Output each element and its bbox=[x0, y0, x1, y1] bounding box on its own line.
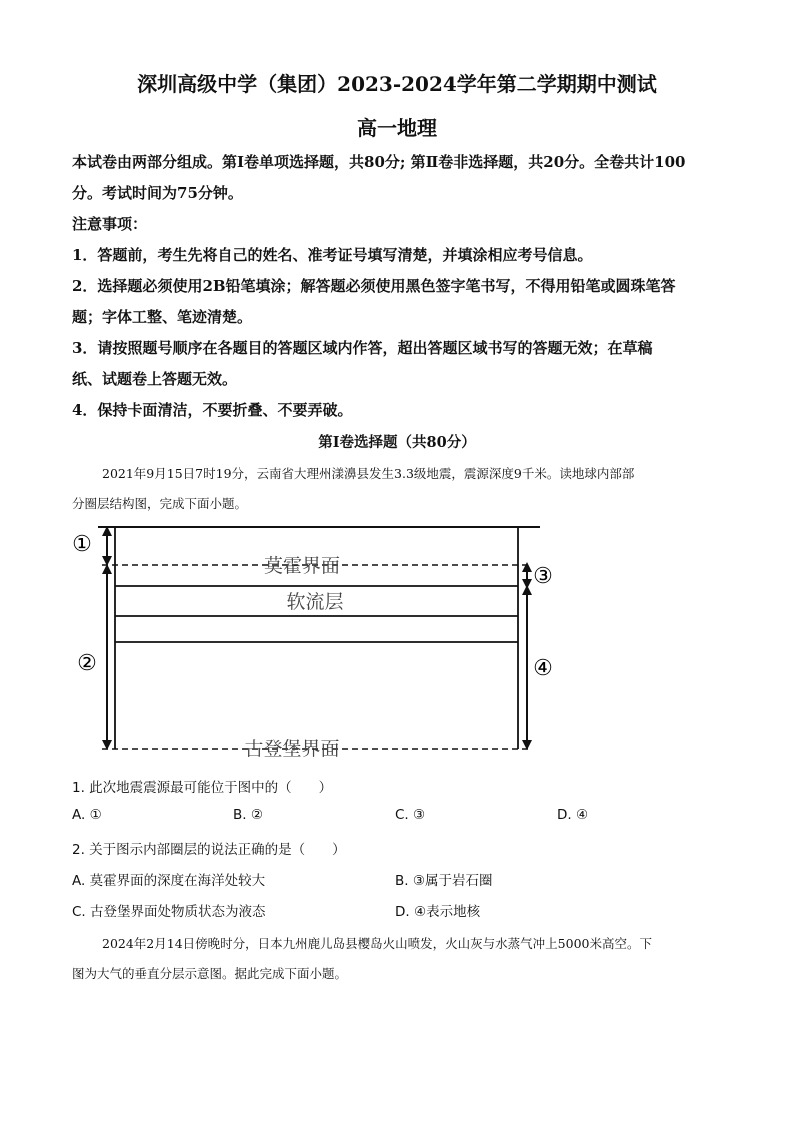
instruction-line-1: 本试卷由两部分组成。第Ⅰ卷单项选择题，共80分; 第Ⅱ卷非选择题，共20分。全卷共计100 bbox=[72, 153, 686, 171]
passage-2-line-2: 图为大气的垂直分层示意图。据此完成下面小题。 bbox=[72, 966, 348, 981]
passage-2-line-1: 2024年2月14日傍晚时分，日本九州鹿儿岛县樱岛火山喷发，火山灰与水蒸气冲上5000米高空。下 bbox=[102, 936, 652, 951]
marker-3: ③ bbox=[533, 564, 553, 589]
question-2-option-b: B. ③属于岩石圈 bbox=[395, 873, 493, 889]
passage-1-line-2: 分圈层结构图，完成下面小题。 bbox=[72, 496, 248, 511]
note-item-1: 1．答题前，考生先将自己的姓名、准考证号填写清楚，并填涂相应考号信息。 bbox=[72, 246, 593, 264]
note-item-4: 4．保持卡面清洁，不要折叠、不要弄破。 bbox=[72, 401, 353, 419]
question-1-option-a: A. ① bbox=[72, 807, 102, 823]
question-1-stem: 1. 此次地震震源最可能位于图中的（ ） bbox=[72, 780, 333, 796]
marker-2: ② bbox=[77, 651, 97, 676]
question-2-option-a: A. 莫霍界面的深度在海洋处较大 bbox=[72, 873, 266, 889]
moho-label: 莫霍界面 bbox=[263, 555, 341, 577]
question-2-option-d: D. ④表示地核 bbox=[395, 904, 481, 920]
note-item-3-line-2: 纸、试题卷上答题无效。 bbox=[72, 370, 238, 388]
note-item-2-line-2: 题；字体工整、笔迹清楚。 bbox=[72, 308, 253, 326]
passage-1-line-1: 2021年9月15日7时19分，云南省大理州漾濞县发生3.3级地震，震源深度9千米。读地球内部部 bbox=[102, 466, 635, 481]
question-1-option-d: D. ④ bbox=[557, 807, 589, 823]
marker-1: ① bbox=[72, 532, 92, 557]
note-item-2-line-1: 2．选择题必须使用2B铅笔填涂；解答题必须使用黑色签字笔书写，不得用铅笔或圆珠笔答 bbox=[72, 277, 676, 295]
notes-title: 注意事项： bbox=[72, 215, 148, 233]
question-2-option-c: C. 古登堡界面处物质状态为液态 bbox=[72, 904, 266, 920]
marker-4: ④ bbox=[533, 656, 553, 681]
instruction-line-2: 分。考试时间为75分钟。 bbox=[72, 184, 243, 202]
earth-layers-diagram bbox=[60, 515, 560, 765]
gutenberg-label: 古登堡界面 bbox=[244, 738, 340, 760]
section-title: 第Ⅰ卷选择题（共80分） bbox=[318, 434, 476, 451]
note-item-3-line-1: 3．请按照题号顺序在各题目的答题区域内作答，超出答题区域书写的答题无效；在草稿 bbox=[72, 339, 653, 357]
question-2-stem: 2. 关于图示内部圈层的说法正确的是（ ） bbox=[72, 842, 346, 858]
exam-title: 深圳高级中学（集团）2023-2024学年第二学期期中测试 bbox=[137, 72, 657, 96]
asthenosphere-label: 软流层 bbox=[286, 591, 344, 613]
exam-subject: 高一地理 bbox=[357, 116, 437, 140]
question-1-option-c: C. ③ bbox=[395, 807, 426, 823]
question-1-option-b: B. ② bbox=[233, 807, 263, 823]
